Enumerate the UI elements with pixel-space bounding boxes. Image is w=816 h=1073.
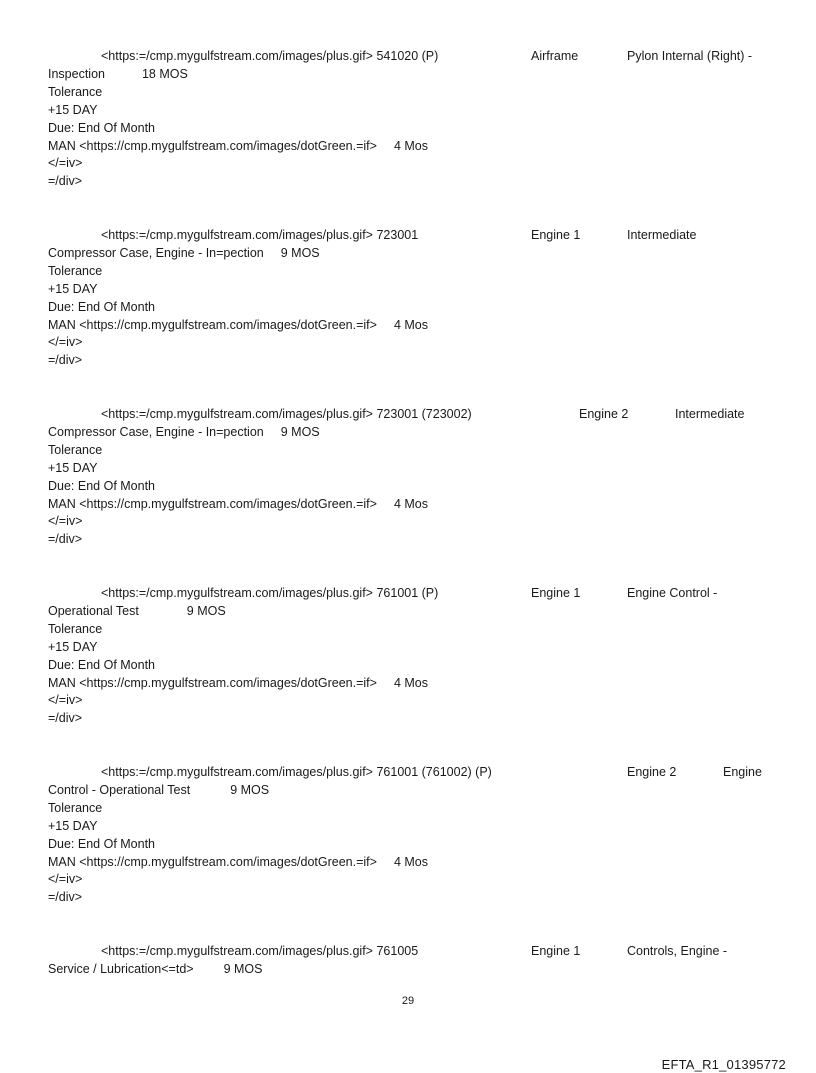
description-line: [48, 245, 778, 263]
interval: 9 MOS: [186, 604, 226, 618]
due-text: Due: End Of Month: [48, 299, 156, 314]
interval: 9 MOS: [280, 425, 320, 439]
tolerance-label: Tolerance: [48, 800, 103, 815]
remaining-mos: 4 Mos: [393, 138, 428, 153]
maintenance-entry: [48, 585, 778, 728]
tolerance-value: +15 DAY: [48, 818, 98, 833]
man-line: [48, 854, 778, 872]
item-code: <https:=/cmp.mygulfstream.com/images/plus.gif> 723001 (723002): [101, 407, 472, 421]
item-category: Engine 1: [531, 944, 581, 958]
markup-fragment: </=iv>: [48, 156, 83, 171]
tolerance-value: +15 DAY: [48, 281, 98, 296]
description-continued: Inspection: [48, 67, 105, 81]
document-id: EFTA_R1_01395772: [661, 1057, 786, 1072]
tolerance-label: Tolerance: [48, 263, 103, 278]
man-line: [48, 496, 778, 514]
item-description: Controls, Engine -: [627, 944, 728, 958]
entry-header-row: [48, 764, 778, 782]
item-code: <https:=/cmp.mygulfstream.com/images/plus.gif> 541020 (P): [101, 49, 439, 63]
tolerance-label: Tolerance: [48, 442, 103, 457]
due-text: Due: End Of Month: [48, 836, 156, 851]
description-continued: Compressor Case, Engine - In=pection: [48, 246, 264, 260]
item-category: Engine 1: [531, 586, 581, 600]
item-category: Engine 2: [627, 765, 677, 779]
markup-fragment: </=iv>: [48, 872, 83, 887]
item-code: <https:=/cmp.mygulfstream.com/images/plus.gif> 723001: [101, 228, 419, 242]
entry-header-row: [48, 943, 778, 961]
man-line: [48, 138, 778, 156]
due-text: Due: End Of Month: [48, 120, 156, 135]
maintenance-entry: [48, 943, 778, 979]
due-text: Due: End Of Month: [48, 478, 156, 493]
markup-fragment: </=iv>: [48, 693, 83, 708]
tolerance-label: Tolerance: [48, 621, 103, 636]
man-text: MAN <https://cmp.mygulfstream.com/images/dotGreen.=if>: [48, 138, 377, 153]
interval: 9 MOS: [280, 246, 320, 260]
item-category: Airframe: [531, 49, 579, 63]
man-text: MAN <https://cmp.mygulfstream.com/images/dotGreen.=if>: [48, 317, 377, 332]
tolerance-label: Tolerance: [48, 84, 103, 99]
page-number: 29: [401, 995, 415, 1007]
remaining-mos: 4 Mos: [393, 317, 428, 332]
item-description: Intermediate: [675, 407, 745, 421]
markup-fragment: =/div>: [48, 174, 83, 189]
tolerance-value: +15 DAY: [48, 460, 98, 475]
markup-fragment: =/div>: [48, 711, 83, 726]
item-category: Engine 1: [531, 228, 581, 242]
remaining-mos: 4 Mos: [393, 675, 428, 690]
interval: 9 MOS: [230, 783, 270, 797]
remaining-mos: 4 Mos: [393, 496, 428, 511]
item-code: <https:=/cmp.mygulfstream.com/images/plus.gif> 761005: [101, 944, 419, 958]
remaining-mos: 4 Mos: [393, 854, 428, 869]
maintenance-entry: [48, 227, 778, 370]
description-continued: Service / Lubrication<=td>: [48, 962, 194, 976]
tolerance-value: +15 DAY: [48, 639, 98, 654]
man-text: MAN <https://cmp.mygulfstream.com/images/dotGreen.=if>: [48, 496, 377, 511]
entry-header-row: [48, 406, 778, 424]
description-continued: Control - Operational Test: [48, 783, 191, 797]
man-line: [48, 317, 778, 335]
markup-fragment: =/div>: [48, 532, 83, 547]
man-text: MAN <https://cmp.mygulfstream.com/images/dotGreen.=if>: [48, 854, 377, 869]
entry-header-row: [48, 227, 778, 245]
man-line: [48, 675, 778, 693]
interval: 9 MOS: [223, 962, 263, 976]
maintenance-entry: [48, 48, 778, 191]
interval: 18 MOS: [141, 67, 188, 81]
markup-fragment: </=iv>: [48, 514, 83, 529]
item-code: <https:=/cmp.mygulfstream.com/images/plus.gif> 761001 (P): [101, 586, 439, 600]
item-code: <https:=/cmp.mygulfstream.com/images/plus.gif> 761001 (761002) (P): [101, 765, 492, 779]
entry-header-row: [48, 48, 778, 66]
item-category: Engine 2: [579, 407, 629, 421]
item-description: Engine: [723, 765, 762, 779]
description-continued: Operational Test: [48, 604, 139, 618]
maintenance-entry: [48, 406, 778, 549]
description-continued: Compressor Case, Engine - In=pection: [48, 425, 264, 439]
entry-header-row: [48, 585, 778, 603]
description-line: [48, 424, 778, 442]
maintenance-entry: [48, 764, 778, 907]
item-description: Intermediate: [627, 228, 697, 242]
due-text: Due: End Of Month: [48, 657, 156, 672]
tolerance-value: +15 DAY: [48, 102, 98, 117]
markup-fragment: </=iv>: [48, 335, 83, 350]
item-description: Engine Control -: [627, 586, 718, 600]
man-text: MAN <https://cmp.mygulfstream.com/images/dotGreen.=if>: [48, 675, 377, 690]
description-line: [48, 961, 778, 979]
item-description: Pylon Internal (Right) -: [627, 49, 753, 63]
description-line: [48, 66, 778, 84]
description-line: [48, 603, 778, 621]
markup-fragment: =/div>: [48, 890, 83, 905]
markup-fragment: =/div>: [48, 353, 83, 368]
description-line: [48, 782, 778, 800]
